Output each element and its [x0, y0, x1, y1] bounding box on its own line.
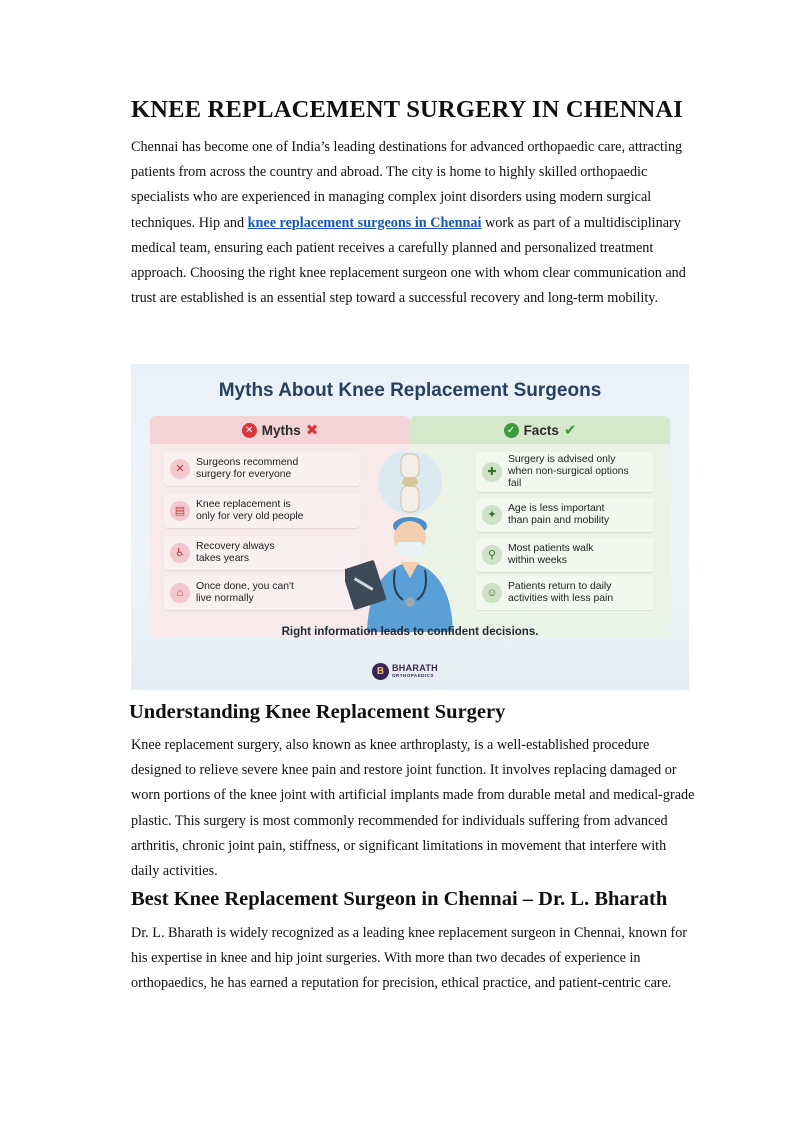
- facts-header: [410, 416, 670, 444]
- intro-text-end: work as part of a multidisciplinary medical team, ensuring each patient receives a carefully planned and personalized treatment approach. Choosing the right knee replacement surgeon one with whom clear communication and trust are established is an essential step toward a successful recovery and long-term mobility.: [131, 214, 686, 307]
- fact-text: activities with less pain: [508, 593, 614, 604]
- page-title: KNEE REPLACEMENT SURGERY IN CHENNAI: [131, 96, 684, 123]
- myth-text: live normally: [196, 593, 254, 604]
- infographic-title: Myths About Knee Replacement Surgeons: [218, 380, 602, 401]
- fact-text: than pain and mobility: [508, 515, 610, 526]
- fact-card: [476, 498, 654, 532]
- myths-header: [150, 416, 410, 444]
- best-surgeon-paragraph: Dr. L. Bharath is widely recognized as a leading knee replacement surgeon in Chennai, known for his expertise in knee and hip joint surgeries. With more than two decades of experience in orthopaedics, he has earned a reputation for precision, ethical practice, and patient-centric care.: [131, 925, 688, 992]
- intro-paragraph: [131, 135, 706, 311]
- myths-facts-infographic: [131, 364, 689, 690]
- fact-text: when non-surgical options: [508, 466, 629, 477]
- person-active-icon: ☺: [482, 583, 502, 603]
- understanding-paragraph: Knee replacement surgery, also known as knee arthroplasty, is a well-established procedure designed to relieve severe knee pain and restore joint function. It involves replacing damaged or worn portions of the knee joint with artificial implants made from durable metal and medical-grade plastic. This surgery is most commonly recommended for individuals suffering from advanced arthritis, chronic joint pain, stiffness, or significant limitations in movement that interfere with daily activities.: [131, 737, 695, 880]
- myth-card: [164, 536, 360, 570]
- fact-text: Age is less important: [508, 503, 605, 514]
- person-walking-cane-icon: ♿: [170, 543, 190, 563]
- intro-text-start: Chennai has become one of India’s leading destinations for advanced orthopaedic care, attracting patients from across the country and abroad. The city is home to highly skilled orthopaedic specialists who are experienced in managing complex joint disorders using modern surgical techniques. Hip and: [131, 139, 683, 231]
- logo-mark: B: [372, 663, 389, 680]
- fact-text: Most patients walk: [508, 543, 594, 554]
- cross-icon: ✕: [170, 459, 190, 479]
- myth-card: [164, 576, 360, 610]
- understanding-heading: Understanding Knee Replacement Surgery: [129, 701, 506, 723]
- knee-joint-icon: ✦: [482, 505, 502, 525]
- fact-card: [476, 538, 654, 572]
- fact-card: [476, 452, 654, 492]
- check-circle-icon: ✓: [504, 423, 519, 438]
- facts-header-label: Facts: [523, 422, 559, 438]
- check-mark-icon: ✔: [563, 422, 577, 439]
- fact-text: Surgery is advised only: [508, 454, 616, 465]
- myth-text: Recovery always: [196, 541, 275, 552]
- home-icon: ⌂: [170, 583, 190, 603]
- person-walking-icon: ⚲: [482, 545, 502, 565]
- myth-text: Knee replacement is: [196, 499, 291, 510]
- logo-subtitle: ORTHOPAEDICS: [392, 672, 434, 678]
- logo-name: BHARATH: [392, 662, 438, 673]
- surgeon-illustration: [345, 452, 475, 632]
- knee-replacement-surgeons-link[interactable]: knee replacement surgeons in Chennai: [247, 214, 482, 231]
- myths-header-label: Myths: [261, 422, 301, 438]
- face-mask: [396, 542, 424, 555]
- myth-text: only for very old people: [196, 511, 304, 522]
- best-surgeon-heading: Best Knee Replacement Surgeon in Chennai – Dr. L. Bharath: [131, 888, 668, 910]
- fact-card: [476, 576, 654, 610]
- medicine-icon: ✚: [482, 462, 502, 482]
- fact-text: Patients return to daily: [508, 581, 612, 592]
- x-circle-icon: ✕: [242, 423, 257, 438]
- fact-text: within weeks: [508, 555, 567, 566]
- myth-text: Once done, you can't: [196, 581, 294, 592]
- infographic-caption: Right information leads to confident decisions.: [281, 626, 539, 638]
- fact-text: fail: [508, 478, 522, 489]
- x-mark-icon: ✖: [305, 422, 319, 439]
- clipboard-icon: ▤: [170, 501, 190, 521]
- myth-text: surgery for everyone: [196, 469, 292, 480]
- myth-card: [164, 494, 360, 528]
- myth-text: Surgeons recommend: [196, 457, 299, 468]
- myth-card: [164, 452, 360, 486]
- myth-text: takes years: [196, 553, 250, 564]
- bharath-orthopaedics-logo: [372, 663, 438, 680]
